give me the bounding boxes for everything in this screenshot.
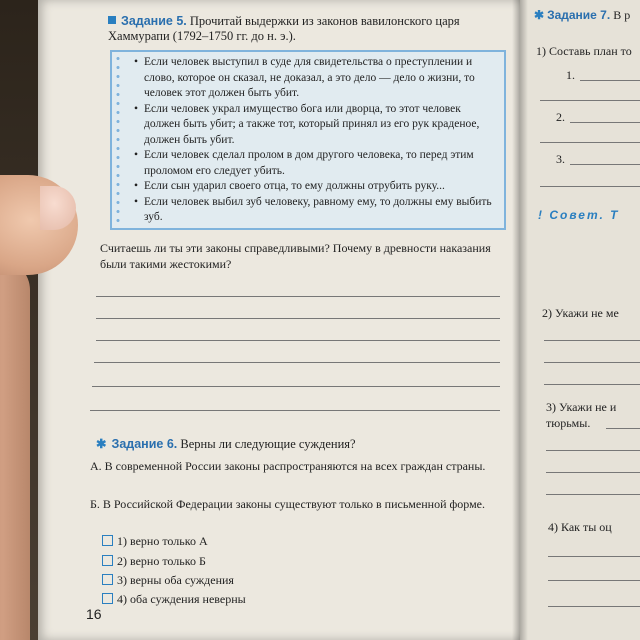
answer-line [546, 494, 640, 495]
option-1[interactable] [102, 534, 208, 549]
law-item: • Если человек украл имущество бога или дворца, то этот человек должен быть убит; а также тот, который принял из его рук краденое, должен быть убит. [134, 102, 496, 149]
answer-line [92, 386, 500, 387]
dotted-border-decoration [114, 54, 122, 226]
task5-header [108, 14, 508, 44]
task6-title: Верны ли следующие суждения? [180, 437, 356, 451]
answer-line [544, 362, 640, 363]
task6-header [96, 436, 506, 452]
law-item: • Если человек выступил в суде для свидетельства о преступлении и слово, которое он сказал, не доказал, а это дело — дело о жизни, то человек этот должен быть убит. [134, 55, 496, 102]
task6-label: Задание 6. [111, 437, 178, 451]
right-item3b: тюрьмы. [546, 416, 591, 430]
option-4[interactable] [102, 592, 246, 607]
task7-header [534, 8, 630, 23]
answer-line [548, 556, 640, 557]
square-bullet-icon [108, 16, 116, 24]
star-bullet-icon: ✱ [96, 437, 107, 451]
law-item: • Если человек сделал пролом в дом другого человека, то перед этим проломом его следует убить. [134, 148, 496, 179]
answer-line [96, 340, 500, 341]
answer-line [94, 362, 500, 363]
statement-a: А. В современной России законы распространяются на всех граждан страны. [90, 459, 486, 473]
right-item3a: 3) Укажи не и [546, 400, 617, 414]
answer-line [540, 100, 640, 101]
hand-palm [0, 260, 30, 640]
task5-question: Считаешь ли ты эти законы справедливыми? Почему в древности наказания были такими жестокими? [100, 241, 491, 271]
checkbox-icon[interactable] [102, 535, 113, 546]
answer-line [570, 122, 640, 123]
star-bullet-icon: ✱ [534, 8, 548, 22]
laws-box [110, 50, 506, 230]
answer-line [546, 472, 640, 473]
option-2[interactable] [102, 554, 206, 569]
option-label: 1) верно только А [117, 534, 208, 548]
answer-line [90, 410, 500, 411]
task7-label: Задание 7. [547, 8, 611, 22]
right-item4: 4) Как ты оц [548, 520, 612, 534]
right-item1-n3: 3. [556, 152, 565, 166]
answer-line [570, 164, 640, 165]
checkbox-icon[interactable] [102, 555, 113, 566]
checkbox-icon[interactable] [102, 593, 113, 604]
answer-line [540, 142, 640, 143]
answer-line [544, 384, 640, 385]
task7-title: В р [613, 8, 631, 22]
option-label: 2) верно только Б [117, 554, 206, 568]
law-item: • Если сын ударил своего отца, то ему должны отрубить руку... [134, 179, 496, 195]
answer-line [548, 606, 640, 607]
page-number: 16 [86, 606, 102, 622]
book-gutter [512, 0, 528, 640]
answer-line [540, 186, 640, 187]
right-item1-n1: 1. [566, 68, 575, 82]
right-item1-title: 1) Составь план то [536, 44, 632, 58]
right-item1-n2: 2. [556, 110, 565, 124]
task5-label: Задание 5. [121, 14, 187, 28]
answer-line [580, 80, 640, 81]
answer-line [548, 580, 640, 581]
laws-list [134, 55, 496, 226]
task5-title: Прочитай выдержки из законов вавилонского царя Хаммурапи (1792–1750 гг. до н. э.). [108, 14, 460, 43]
right-item2: 2) Укажи не ме [542, 306, 619, 320]
answer-line [96, 296, 500, 297]
answer-line [96, 318, 500, 319]
answer-line [544, 340, 640, 341]
answer-line [606, 428, 640, 429]
law-item: • Если человек выбил зуб человеку, равному ему, то должны ему выбить зуб. [134, 195, 496, 226]
option-label: 4) оба суждения неверны [117, 592, 246, 606]
right-sovet: ! Совет. Т [538, 208, 620, 222]
answer-line [546, 450, 640, 451]
checkbox-icon[interactable] [102, 574, 113, 585]
option-label: 3) верны оба суждения [117, 573, 234, 587]
statement-b: Б. В Российской Федерации законы существуют только в письменной форме. [90, 497, 486, 511]
option-3[interactable] [102, 573, 234, 588]
